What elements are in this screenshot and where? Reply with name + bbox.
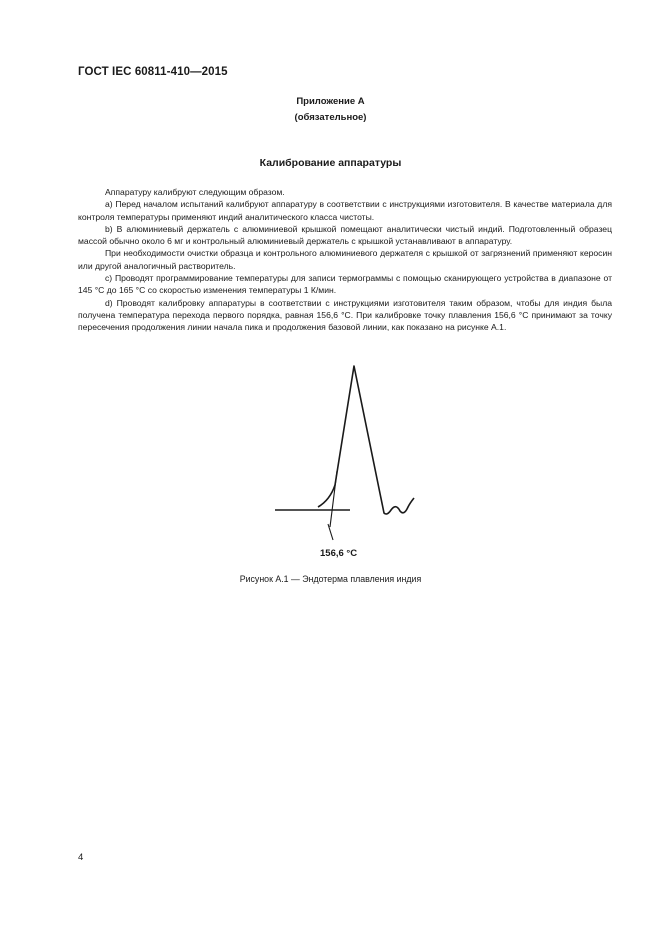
section-title: Калибрование аппаратуры <box>259 157 402 169</box>
endotherm-figure <box>260 360 430 565</box>
paragraph-item-d: d) Проводят калибровку аппаратуры в соответствии с инструкциями изготовителя таким образом, чтобы для индия была получена температура перехода первого порядка, равная 156,6 °С. При калибровке точку плавления 156,6 °С принимают за точку пересечения продолжения линии начала пика и продолжения базовой линии, как показано на рисунке А.1. <box>78 297 612 333</box>
leading-edge-extension <box>330 471 337 527</box>
page-number: 4 <box>78 852 84 863</box>
paragraph-item-a: а) Перед началом испытаний калибруют аппаратуру в соответствии с инструкциями изготовителя. В качестве материала для контроля температуры применяют индий аналитического класса чистоты. <box>78 199 612 222</box>
body-text <box>78 186 612 334</box>
endotherm-diagram <box>260 360 430 565</box>
peak-curve <box>318 366 414 514</box>
appendix-title: Приложение А <box>296 96 365 107</box>
paragraph-item-b: b) В алюминиевый держатель с алюминиевой крышкой помещают аналитически чистый индий. Подготовленный образец массой обычно около 6 мг и контрольный алюминиевый держатель с крышкой устанавливают в аппаратуру. <box>78 223 612 247</box>
melting-point-label: 156,6 °C <box>320 548 358 559</box>
standard-header: ГОСТ IEC 60811-410—2015 <box>78 66 228 78</box>
paragraph-cleaning: При необходимости очистки образца и контрольного алюминиевого держателя с крышкой от загрязнений применяют керосин или другой аналогичный растворитель. <box>78 248 612 271</box>
paragraph-item-c: с) Проводят программирование температуры для записи термограммы с помощью сканирующего устройства в диапазоне от 145 °С до 165 °С со скоростью изменения температуры 1 К/мин. <box>78 273 612 296</box>
paragraph-intro: Аппаратуру калибруют следующим образом. <box>105 187 285 197</box>
figure-caption: Рисунок А.1 — Эндотерма плавления индия <box>239 574 422 584</box>
appendix-status: (обязательное) <box>294 112 367 123</box>
